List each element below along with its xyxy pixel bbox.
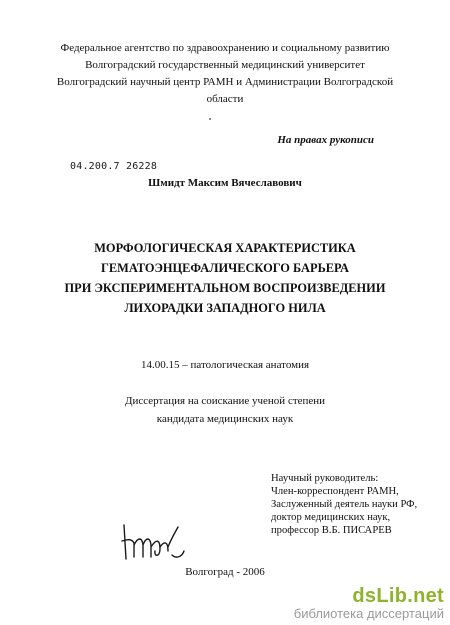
header-line-1: Федеральное агентство по здравоохранению и социальному развитию bbox=[60, 42, 390, 54]
title-line-2: ГЕМАТОЭНЦЕФАЛИЧЕСКОГО БАРЬЕРА bbox=[101, 261, 349, 275]
title-line-3: ПРИ ЭКСПЕРИМЕНТАЛЬНОМ ВОСПРОИЗВЕДЕНИИ bbox=[64, 281, 386, 295]
title-line-1: МОРФОЛОГИЧЕСКАЯ ХАРАКТЕРИСТИКА bbox=[94, 241, 356, 255]
title-line-4: ЛИХОРАДКИ ЗАПАДНОГО НИЛА bbox=[124, 301, 326, 315]
supervisor-line-4: доктор медицинских наук, bbox=[271, 512, 391, 523]
degree-line-2: кандидата медицинских наук bbox=[156, 413, 294, 425]
institution-header bbox=[0, 40, 450, 108]
supervisor-line-2: Член-корреспондент РАМН, bbox=[271, 486, 399, 497]
header-line-2: Волгоградский государственный медицинский университет bbox=[85, 59, 365, 71]
dissertation-title bbox=[0, 238, 450, 318]
supervisor-block bbox=[271, 472, 417, 537]
specialty-code: 14.00.15 – патологическая анатомия bbox=[140, 359, 310, 371]
supervisor-line-3: Заслуженный деятель науки РФ, bbox=[271, 499, 418, 510]
supervisor-line-5: профессор В.Б. ПИСАРЕВ bbox=[271, 525, 392, 536]
watermark-subtitle: библиотека диссертаций bbox=[293, 606, 444, 621]
watermark bbox=[294, 585, 444, 621]
handwritten-signature bbox=[116, 517, 188, 565]
manuscript-note: На правах рукописи bbox=[277, 134, 374, 146]
degree-statement bbox=[0, 392, 450, 428]
degree-line-1: Диссертация на соискание ученой степени bbox=[124, 395, 326, 407]
supervisor-line-1: Научный руководитель: bbox=[271, 473, 379, 484]
scan-speck bbox=[209, 118, 211, 120]
watermark-brand: dsLib.net bbox=[352, 585, 444, 607]
author-name: Шмидт Максим Вячеславович bbox=[148, 177, 302, 189]
header-line-3: Волгоградский научный центр РАМН и Администрации Волгоградской bbox=[56, 76, 394, 88]
library-stamp-number: 04.200.7 26228 bbox=[70, 161, 158, 172]
city-year: Волгоград - 2006 bbox=[185, 566, 265, 578]
header-line-4: области bbox=[206, 93, 244, 105]
